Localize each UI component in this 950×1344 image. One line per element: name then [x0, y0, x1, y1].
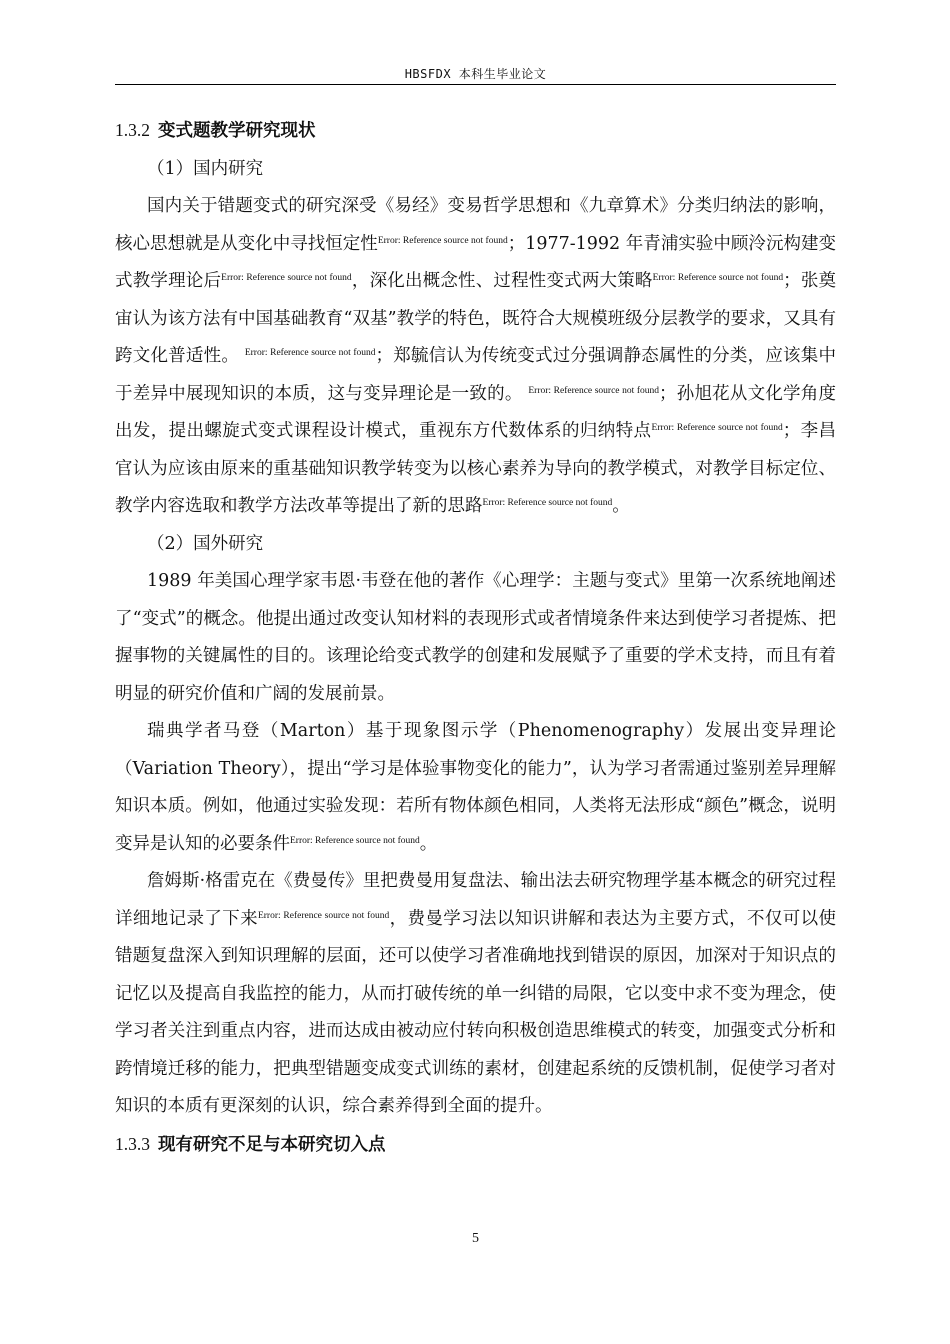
citation-ref: Error: Reference source not found	[244, 348, 376, 358]
section-title: 现有研究不足与本研究切入点	[158, 1134, 386, 1155]
page-number: 5	[472, 1231, 479, 1246]
citation-ref: Error: Reference source not found	[652, 273, 784, 283]
header-rule	[115, 84, 836, 85]
citation-ref: Error: Reference source not found	[528, 385, 660, 396]
subheading-foreign: （2）国外研究	[147, 533, 264, 554]
paragraph-foreign-weiten: 1989 年美国心理学家韦恩·韦登在他的著作《心理学：主题与变式》里第一次系统地阐述了“变式”的概念。他提出通过改变认知材料的表现形式或者情境条件来达到使学习者提炼、把握事物的关键属性的目的。该理论给变式教学的创建和发展赋予了重要的学术支持，而且有着明显的研究价值和广阔的发展前景。	[115, 571, 836, 704]
citation-ref: Error: Reference source not found	[290, 835, 420, 846]
citation-ref: Error: Reference source not found	[221, 273, 352, 283]
citation-ref: Error: Reference source not found	[257, 910, 390, 921]
citation-ref: Error: Reference source not found	[377, 235, 508, 246]
subheading-domestic: （1）国内研究	[147, 158, 264, 179]
section-title: 变式题教学研究现状	[158, 121, 316, 141]
paragraph-foreign-feynman: 詹姆斯·格雷克在《费曼传》里把费曼用复盘法、输出法去研究物理学基本概念的研究过程详细地记录了下来$^{Error: Reference source not found}$，费曼学习法以知识讲解和表达为主要方式，不仅可以使错题复盘深入到知识理解的层面，还可以使学习者准确地找到错误的原因，加深对于知识点的记忆以及提高自我监控的能力，从而打破传统的单一纠错的局限，它以变中求不变为理念，使学习者关注到重点内容，进而达成由被动应付转向积极创造思维模式的转变，加强变式分析和跨情境迁移的能力，把典型错题变成变式训练的素材，创建起系统的反馈机制，促使学习者对知识的本质有更深刻的认识，综合素养得到全面的提升。	[115, 871, 837, 1116]
section-heading-1-3-2	[115, 112, 836, 151]
page-body	[115, 112, 836, 1164]
section-number: 1.3.2	[115, 120, 150, 140]
page-header: HBSFDX 本科生毕业论文	[404, 67, 547, 81]
paragraph-domestic-research: 国内关于错题变式的研究深受《易经》变易哲学思想和《九章算术》分类归纳法的影响，核心思想就是从变化中寻找恒定性$^{Error: Reference source not found}$；1977-1992 年青浦实验中顾泠沅构建变式教学理论后$^{Error: Reference source not found}$，深化出概念性、过程性变式两大策略$^{Error: Reference source not found}$；张奠宙认为该方法有中国基础教育“双基”教学的特色，既符合大规模班级分层教学的要求，又具有跨文化普适性。 $^{Error: Reference source not found}$；郑毓信认为传统变式过分强调静态属性的分类，应该集中于差异中展现知识的本质，这与变异理论是一致的。 $^{Error: Reference source not found}$；孙旭花从文化学角度出发，提出螺旋式变式课程设计模式，重视东方代数体系的归纳特点$^{Error: Reference source not found}$；李昌官认为应该由原来的重基础知识教学转变为以核心素养为导向的教学模式，对教学目标定位、教学内容选取和教学方法改革等提出了新的思路$^{Error: Reference source not found}$。	[115, 196, 837, 516]
citation-ref: Error: Reference source not found	[651, 423, 783, 433]
section-number: 1.3.3	[115, 1133, 150, 1154]
paragraph-foreign-marton: 瑞典学者马登（Marton）基于现象图示学（Phenomenography）发展出变异理论（Variation Theory），提出“学习是体验事物变化的能力”，认为学习者需通过鉴别差异理解知识本质。例如，他通过实验发现：若所有物体颜色相同，人类将无法形成“颜色”概念，说明变异是认知的必要条件$^{Error: Reference source not found}$。	[115, 721, 836, 854]
section-heading-1-3-3	[115, 1126, 836, 1165]
citation-ref: Error: Reference source not found	[482, 498, 613, 508]
